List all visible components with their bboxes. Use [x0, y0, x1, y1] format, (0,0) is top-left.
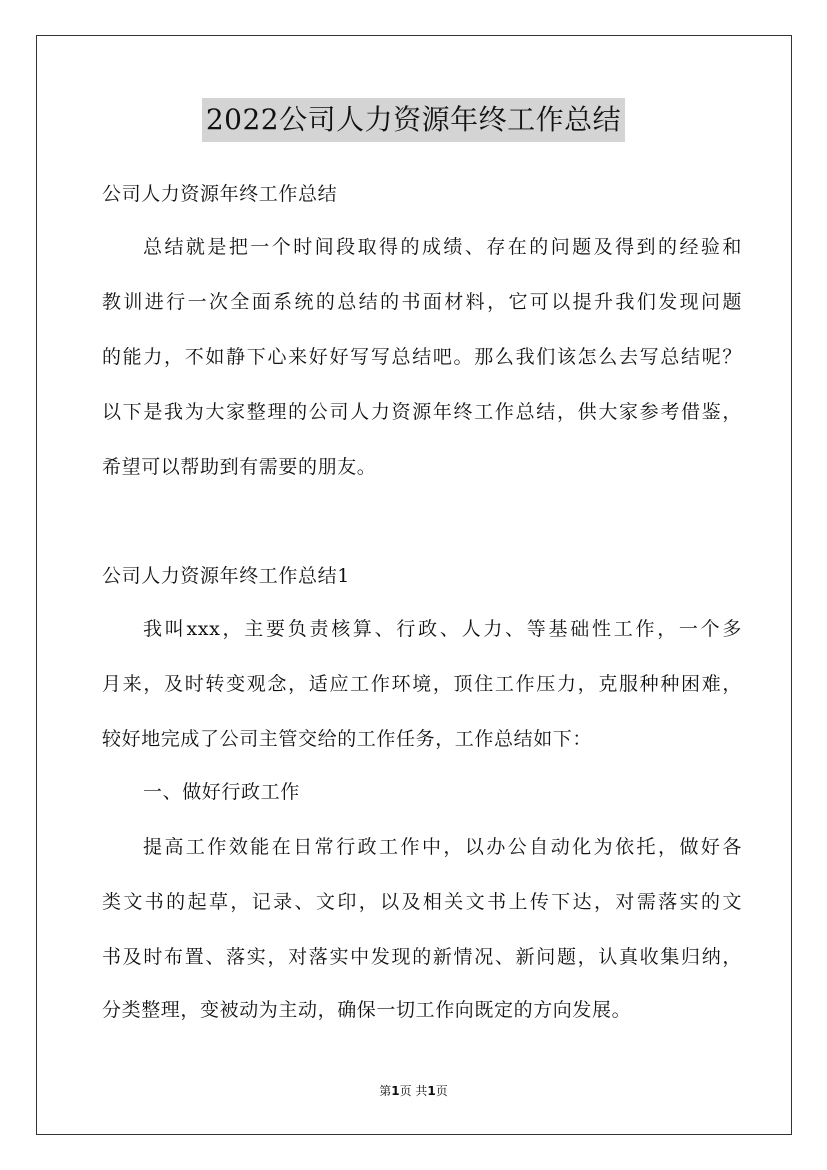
footer-page-suffix: 页	[435, 1084, 448, 1098]
paragraph-line: 提高工作效能在日常行政工作中，以办公自动化为依托，做好各	[143, 836, 742, 858]
footer-page-total: 1	[427, 1084, 436, 1098]
subsection-heading: 一、做好行政工作	[143, 781, 300, 803]
section-heading: 公司人力资源年终工作总结	[102, 183, 338, 205]
paragraph-line: 教训进行一次全面系统的总结的书面材料，它可以提升我们发现问题	[102, 291, 742, 313]
section-heading: 公司人力资源年终工作总结1	[102, 565, 350, 587]
paragraph-line: 书及时布置、落实，对落实中发现的新情况、新问题，认真收集归纳，	[102, 946, 742, 968]
document-title: 2022公司人力资源年终工作总结	[202, 98, 625, 142]
paragraph-line: 我叫xxx，主要负责核算、行政、人力、等基础性工作，一个多	[143, 618, 742, 640]
paragraph-line: 希望可以帮助到有需要的朋友。	[102, 456, 377, 478]
footer-page-prefix: 第	[379, 1084, 392, 1098]
title-container	[0, 98, 827, 142]
page-footer	[0, 1082, 827, 1099]
paragraph-line: 月来，及时转变观念，适应工作环境，顶住工作压力，克服种种困难，	[102, 673, 742, 695]
paragraph-line: 类文书的起草，记录、文印，以及相关文书上传下达，对需落实的文	[102, 891, 742, 913]
paragraph-line: 的能力，不如静下心来好好写写总结吧。那么我们该怎么去写总结呢？	[102, 346, 742, 368]
paragraph-line: 以下是我为大家整理的公司人力资源年终工作总结，供大家参考借鉴，	[102, 401, 742, 423]
paragraph-line: 较好地完成了公司主管交给的工作任务，工作总结如下：	[102, 728, 593, 750]
paragraph-line: 分类整理，变被动为主动，确保一切工作向既定的方向发展。	[102, 999, 632, 1021]
footer-page-mid: 页 共	[399, 1084, 428, 1098]
footer-page-number: 1	[391, 1084, 400, 1098]
paragraph-line: 总结就是把一个时间段取得的成绩、存在的问题及得到的经验和	[143, 236, 742, 258]
